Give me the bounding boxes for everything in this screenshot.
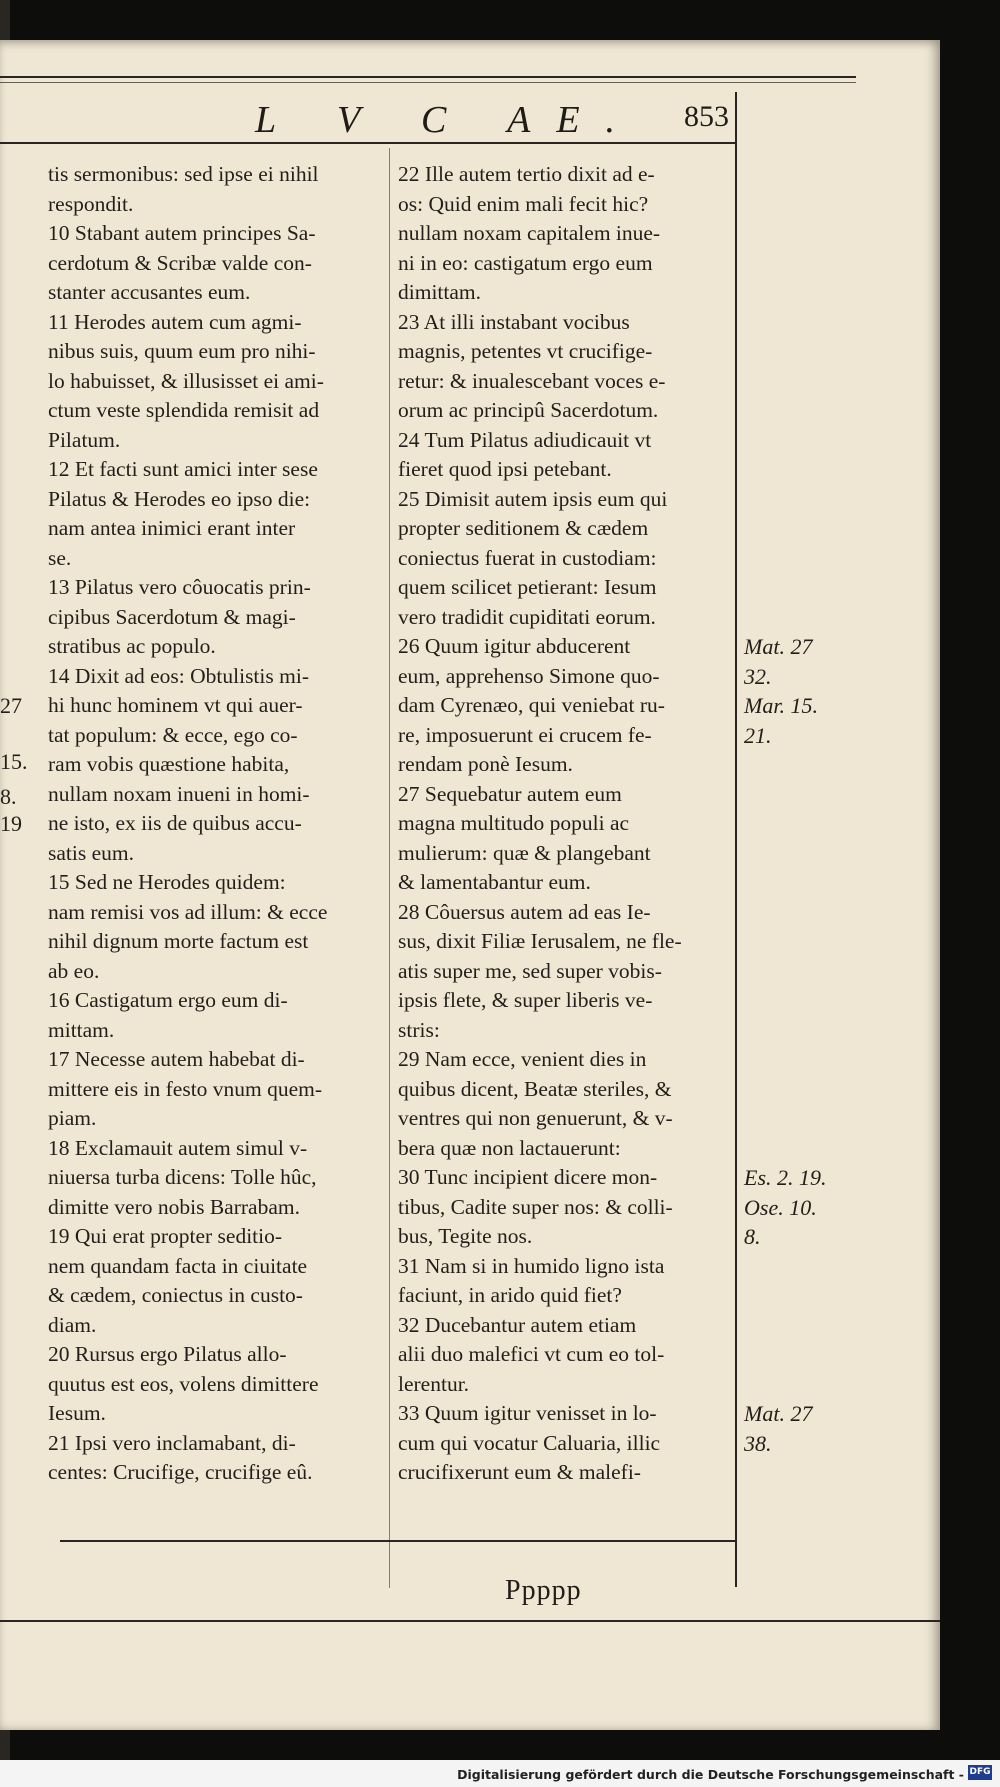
left-column-line: ab eo.	[48, 958, 100, 983]
right-column-line: dimittam.	[398, 280, 482, 304]
margin-reference-note: 15.	[0, 749, 28, 775]
right-column-line: magna multitudo populi ac	[398, 811, 630, 835]
right-column-line: 32 Ducebantur autem etiam	[398, 1312, 637, 1337]
left-column-line: ne isto, ex iis de quibus accu-	[48, 811, 302, 835]
left-column-line: 10 Stabant autem principes Sa-	[48, 221, 316, 245]
left-column-line: 20 Rursus ergo Pilatus allo-	[48, 1342, 287, 1366]
running-head: L V C AE.	[255, 99, 642, 141]
left-column-line: stanter accusantes eum.	[48, 280, 251, 304]
margin-reference-note: 21.	[744, 722, 772, 748]
margin-reference-note: 8.	[744, 1224, 761, 1249]
margin-rule	[735, 92, 737, 1587]
footer-credit: Digitalisierung gefördert durch die Deutsche Forschungsgemeinschaft -	[457, 1767, 964, 1782]
left-column-line: nullam noxam inueni in homi-	[48, 781, 310, 806]
left-column-line: nem quandam facta in ciuitate	[48, 1253, 308, 1278]
right-column-line: dam Cyrenæo, qui veniebat ru-	[398, 693, 665, 717]
left-column-line: 11 Herodes autem cum agmi-	[48, 309, 302, 334]
margin-reference-note: 8.	[0, 784, 17, 810]
margin-reference-note: Mat. 27	[744, 1401, 813, 1426]
left-text-column	[48, 160, 386, 1488]
right-column-line: ni in eo: castigatum ergo eum	[398, 250, 653, 275]
right-column-line: atis super me, sed super vobis-	[398, 958, 662, 983]
right-column-line: quem scilicet petierant: Iesum	[398, 575, 657, 599]
left-column-line: nihil dignum morte factum est	[48, 929, 309, 953]
left-column-line: piam.	[48, 1106, 97, 1130]
left-column-line: 21 Ipsi vero inclamabant, di-	[48, 1430, 296, 1455]
left-column-line: 17 Necesse autem habebat di-	[48, 1047, 305, 1071]
right-column-line: 22 Ille autem tertio dixit ad e-	[398, 162, 655, 186]
right-column-line: tibus, Cadite super nos: & colli-	[398, 1194, 673, 1219]
bottom-rule	[60, 1540, 736, 1542]
left-column-line: satis eum.	[48, 840, 134, 865]
right-column-line: bus, Tegite nos.	[398, 1224, 533, 1248]
left-column-line: mittam.	[48, 1017, 115, 1042]
right-column-line: propter seditionem & cædem	[398, 516, 649, 540]
left-column-line: 12 Et facti sunt amici inter sese	[48, 457, 318, 481]
left-column-line: quutus est eos, volens dimittere	[48, 1371, 319, 1396]
left-column-line: centes: Crucifige, crucifige eû.	[48, 1460, 313, 1484]
bottom-ornament-rule	[0, 1620, 940, 1622]
right-column-line: coniectus fuerat in custodiam:	[398, 545, 657, 570]
left-column-line: 15 Sed ne Herodes quidem:	[48, 870, 286, 894]
left-column-line: 19 Qui erat propter seditio-	[48, 1224, 283, 1248]
right-column-line: sus, dixit Filiæ Ierusalem, ne fle-	[398, 929, 682, 953]
right-column-line: ipsis flete, & super liberis ve-	[398, 988, 653, 1012]
top-ornament-rule	[0, 76, 856, 78]
margin-reference-note: Mat. 27	[744, 634, 813, 659]
left-column-line: mittere eis in festo vnum quem-	[48, 1076, 323, 1101]
left-column-line: nam remisi vos ad illum: & ecce	[48, 899, 328, 924]
header-rule	[0, 142, 735, 144]
margin-reference-note: 19	[0, 811, 22, 836]
right-column-line: 25 Dimisit autem ipsis eum qui	[398, 486, 668, 511]
margin-reference-note: Mar. 15.	[744, 693, 818, 718]
right-column-line: re, imposuerunt ei crucem fe-	[398, 722, 652, 747]
right-column-line: bera quæ non lactauerunt:	[398, 1135, 621, 1160]
signature-mark: Ppppp	[505, 1575, 582, 1606]
left-column-line: respondit.	[48, 191, 134, 216]
right-column-line: os: Quid enim mali fecit hic?	[398, 191, 649, 216]
right-column-line: retur: & inualescebant voces e-	[398, 368, 666, 393]
left-column-line: & cædem, coniectus in custo-	[48, 1283, 303, 1307]
left-column-line: Pilatus & Herodes eo ipso die:	[48, 486, 311, 511]
left-column-line: tat populum: & ecce, ego co-	[48, 722, 298, 747]
left-column-line: Pilatum.	[48, 427, 121, 452]
left-column-line: 13 Pilatus vero côuocatis prin-	[48, 575, 311, 599]
margin-reference-note: Es. 2. 19.	[744, 1165, 827, 1190]
right-text-column	[398, 160, 732, 1488]
left-column-line: se.	[48, 545, 72, 570]
page-number: 853	[684, 100, 729, 133]
left-column-line: hi hunc hominem vt qui auer-	[48, 693, 303, 717]
margin-reference-note: 32.	[744, 663, 772, 689]
right-column-line: 28 Côuersus autem ad eas Ie-	[398, 899, 651, 924]
right-column-line: 33 Quum igitur venisset in lo-	[398, 1401, 657, 1425]
right-column-line: faciunt, in arido quid fiet?	[398, 1283, 622, 1307]
right-column-line: & lamentabantur eum.	[398, 870, 591, 894]
right-column-line: crucifixerunt eum & malefi-	[398, 1460, 641, 1484]
left-column-line: tis sermonibus: sed ipse ei nihil	[48, 162, 319, 186]
dfg-logo-icon: DFG	[968, 1765, 992, 1780]
right-column-line: stris:	[398, 1017, 440, 1042]
right-column-line: mulierum: quæ & plangebant	[398, 840, 651, 865]
left-column-line: 14 Dixit ad eos: Obtulistis mi-	[48, 663, 309, 688]
left-column-line: ctum veste splendida remisit ad	[48, 398, 320, 422]
left-column-line: dimitte vero nobis Barrabam.	[48, 1194, 300, 1219]
right-column-line: 27 Sequebatur autem eum	[398, 781, 622, 806]
left-column-line: niuersa turba dicens: Tolle hûc,	[48, 1165, 317, 1189]
left-column-line: stratibus ac populo.	[48, 634, 216, 658]
left-column-line: diam.	[48, 1312, 97, 1337]
margin-reference-note: Ose. 10.	[744, 1194, 817, 1220]
left-column-line: ram vobis quæstione habita,	[48, 752, 290, 776]
left-column-line: nibus suis, quum eum pro nihi-	[48, 339, 316, 363]
right-column-line: quibus dicent, Beatæ steriles, &	[398, 1076, 672, 1101]
margin-reference-note: 27	[0, 693, 22, 718]
right-column-line: 29 Nam ecce, venient dies in	[398, 1047, 647, 1071]
left-column-line: nam antea inimici erant inter	[48, 516, 296, 540]
margin-reference-note: 38.	[744, 1430, 772, 1456]
right-column-line: vero tradidit cupiditati eorum.	[398, 604, 656, 629]
right-column-line: rendam ponè Iesum.	[398, 752, 573, 776]
left-column-line: lo habuisset, & illusisset ei ami-	[48, 368, 324, 393]
right-column-line: ventres qui non genuerunt, & v-	[398, 1106, 673, 1130]
right-column-line: 24 Tum Pilatus adiudicauit vt	[398, 427, 652, 452]
right-column-line: 31 Nam si in humido ligno ista	[398, 1253, 665, 1278]
right-column-line: nullam noxam capitalem inue-	[398, 221, 661, 245]
right-column-line: magnis, petentes vt crucifige-	[398, 339, 653, 363]
right-column-line: lerentur.	[398, 1371, 470, 1396]
left-column-line: 16 Castigatum ergo eum di-	[48, 988, 288, 1012]
column-divider	[389, 148, 390, 1588]
left-column-line: 18 Exclamauit autem simul v-	[48, 1135, 308, 1160]
right-column-line: 30 Tunc incipient dicere mon-	[398, 1165, 658, 1189]
right-column-line: alii duo malefici vt cum eo tol-	[398, 1342, 665, 1366]
right-column-line: 23 At illi instabant vocibus	[398, 309, 630, 334]
top-ornament-rule	[0, 82, 856, 83]
right-column-line: eum, apprehenso Simone quo-	[398, 663, 660, 688]
book-page	[0, 40, 940, 1730]
right-column-line: fieret quod ipsi petebant.	[398, 457, 612, 481]
left-column-line: cerdotum & Scribæ valde con-	[48, 250, 312, 275]
right-column-line: 26 Quum igitur abducerent	[398, 634, 631, 658]
right-column-line: orum ac principû Sacerdotum.	[398, 398, 659, 422]
left-column-line: Iesum.	[48, 1401, 106, 1425]
right-column-line: cum qui vocatur Caluaria, illic	[398, 1430, 661, 1455]
left-column-line: cipibus Sacerdotum & magi-	[48, 604, 296, 629]
